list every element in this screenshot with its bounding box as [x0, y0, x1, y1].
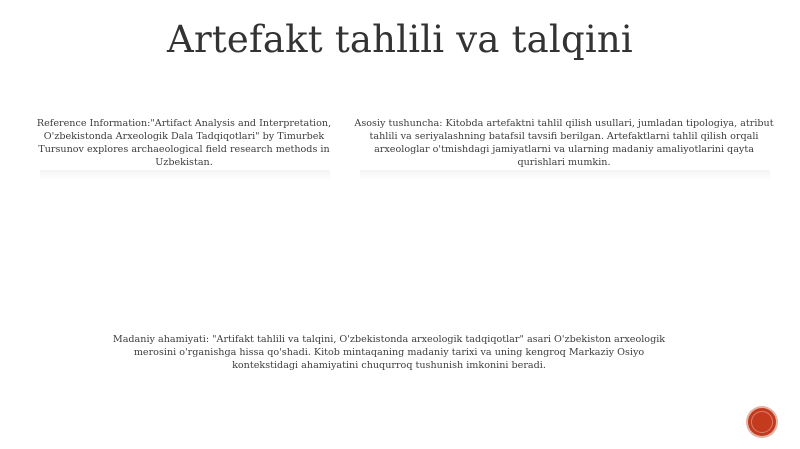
text-reflection: [40, 170, 330, 180]
slide-title: Artefakt tahlili va talqini: [167, 18, 633, 61]
next-slide-button[interactable]: [748, 408, 776, 436]
reference-info-text: Reference Information:"Artifact Analysis and Interpretation, O'zbekistonda Arxeologik Dala Tadqiqotlari" by Timurbek Tursunov explores archaeological field research methods in Uzbekistan.: [36, 118, 332, 168]
text-reflection: [360, 170, 770, 180]
nav-ring-icon: [751, 411, 773, 433]
cultural-significance-text: Madaniy ahamiyati: "Artifakt tahlili va talqini, O'zbekistonda arxeologik tadqiqotlar" asari O'zbekiston arxeologik merosini o'rganishga hissa qo'shadi. Kitob mintaqaning madaniy tarixi va uning kengroq Markaziy Osiyo kontekstidagi ahamiyatini chuqurroq tushunish imkonini beradi.: [112, 334, 666, 371]
key-concept-text: Asosiy tushuncha: Kitobda artefaktni tahlil qilish usullari, jumladan tipologiya, atribut tahlili va seriyalashning batafsil tavsifi berilgan. Artefaktlarni tahlil qilish orqali arxeologlar o'tmishdagi jamiyatlarni va ularning madaniy amaliyotlarini qayta qurishlari mumkin.: [354, 118, 774, 168]
